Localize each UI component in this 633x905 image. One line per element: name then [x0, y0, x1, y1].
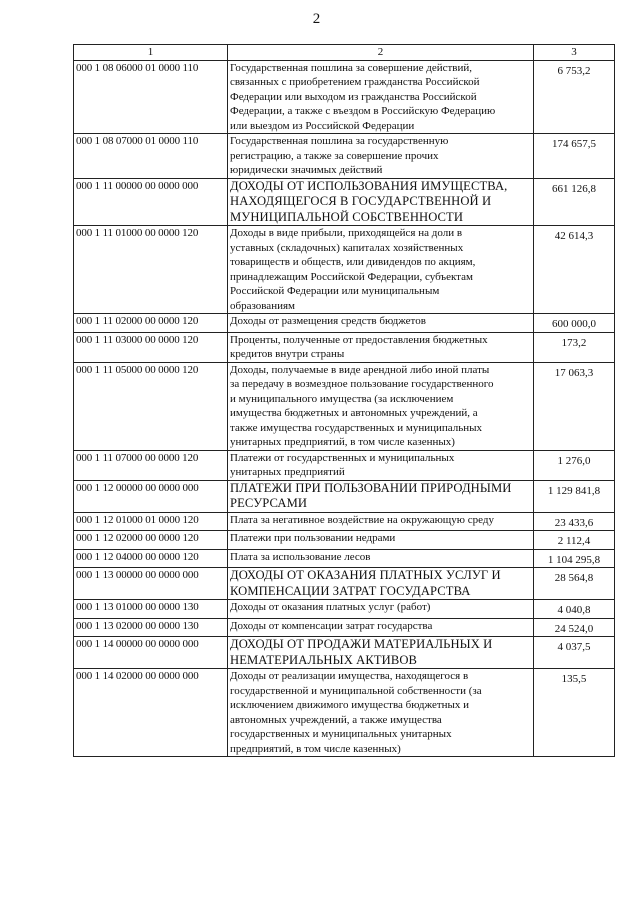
revenue-code: 000 1 12 04000 00 0000 120 [74, 549, 228, 568]
revenue-description [228, 362, 534, 450]
description-line: юридически значимых действий [230, 164, 383, 176]
revenue-description [228, 600, 534, 619]
description-line: принадлежащим Российской Федерации, субъектам [230, 270, 473, 283]
description-line: образованиям [230, 299, 295, 312]
description-line: ДОХОДЫ ОТ ОКАЗАНИЯ ПЛАТНЫХ УСЛУГ И [230, 568, 501, 582]
table-row [74, 669, 615, 757]
description-line: Доходы от оказания платных услуг (работ) [230, 601, 431, 613]
description-line: Государственная пошлина за совершение действий, [230, 61, 473, 74]
table-row [74, 480, 615, 512]
description-line: Платежи от государственных и муниципальных [230, 451, 455, 464]
description-line: за передачу в возмездное пользование государственного [230, 378, 494, 390]
amount-value: 661 126,8 [552, 182, 596, 195]
description-line: уставных (складочных) капиталах хозяйственных [230, 241, 464, 254]
amount-value: 600 000,0 [552, 318, 596, 330]
description-line: или выездом из Российской Федерации [230, 119, 415, 132]
description-line: Доходы в виде прибыли, приходящейся на доли в [230, 227, 463, 239]
revenue-description [228, 332, 534, 362]
description-line: Плата за использование лесов [230, 550, 371, 563]
amount-value: 23 433,6 [554, 516, 594, 529]
description-line: исключением движимого имущества бюджетных и [230, 699, 470, 711]
description-line: Плата за негативное воздействие на окружающую среду [230, 513, 494, 526]
description-line: автономных учреждений, а также имущества [230, 713, 442, 726]
revenue-code: 000 1 11 05000 00 0000 120 [74, 362, 228, 450]
table-row [74, 362, 615, 450]
page-number: 2 [312, 11, 321, 27]
revenue-table [73, 44, 615, 757]
revenue-amount [534, 568, 615, 600]
revenue-description [228, 178, 534, 226]
amount-value: 135,5 [561, 673, 587, 685]
revenue-amount [534, 178, 615, 226]
revenue-amount [534, 618, 615, 637]
table-row [74, 531, 615, 550]
amount-value: 6 753,2 [557, 64, 591, 77]
amount-value: 42 614,3 [554, 230, 594, 242]
description-line: ДОХОДЫ ОТ ПРОДАЖИ МАТЕРИАЛЬНЫХ И [230, 637, 493, 651]
revenue-description [228, 450, 534, 480]
description-line: связанных с приобретением гражданства Российской [230, 76, 480, 88]
revenue-code: 000 1 12 00000 00 0000 000 [74, 480, 228, 512]
description-line: НЕМАТЕРИАЛЬНЫХ АКТИВОВ [230, 652, 418, 667]
description-line: регистрацию, а также за совершение прочих [230, 149, 439, 162]
description-line: также имущества государственных и муниципальных [230, 421, 483, 434]
revenue-description [228, 512, 534, 531]
description-line: государственной и муниципальной собственности (за [230, 684, 482, 697]
amount-value: 4 040,8 [557, 604, 591, 616]
revenue-amount [534, 531, 615, 550]
revenue-description [228, 618, 534, 637]
revenue-amount [534, 226, 615, 314]
description-line: унитарных предприятий, в том числе казенных) [230, 436, 455, 448]
revenue-description [228, 60, 534, 134]
revenue-code: 000 1 13 02000 00 0000 130 [74, 618, 228, 637]
description-line: Проценты, полученные от предоставления бюджетных [230, 333, 488, 346]
revenue-code: 000 1 13 01000 00 0000 130 [74, 600, 228, 619]
description-line: имущества бюджетных и автономных учреждений, а [230, 407, 478, 419]
revenue-code: 000 1 12 02000 00 0000 120 [74, 531, 228, 550]
description-line: унитарных предприятий [230, 466, 345, 478]
revenue-amount [534, 134, 615, 179]
table-row [74, 450, 615, 480]
revenue-amount [534, 637, 615, 669]
revenue-code: 000 1 11 00000 00 0000 000 [74, 178, 228, 226]
table-row [74, 600, 615, 619]
description-line: предприятий, в том числе казенных) [230, 742, 401, 755]
description-line: Федерации, а также с въездом в Российскую Федерацию [230, 105, 496, 117]
revenue-description [228, 568, 534, 600]
revenue-description [228, 134, 534, 179]
revenue-amount [534, 60, 615, 134]
amount-value: 28 564,8 [554, 572, 594, 584]
description-line: Российской Федерации или муниципальным [230, 285, 440, 297]
amount-value: 174 657,5 [552, 138, 596, 150]
description-line: ПЛАТЕЖИ ПРИ ПОЛЬЗОВАНИИ ПРИРОДНЫМИ [230, 480, 512, 495]
description-line: Доходы от реализации имущества, находящегося в [230, 670, 469, 682]
table-row [74, 134, 615, 179]
description-line: и муниципального имущества (за исключением [230, 392, 454, 405]
description-line: ДОХОДЫ ОТ ИСПОЛЬЗОВАНИЯ ИМУЩЕСТВА, [230, 178, 508, 193]
table-row [74, 637, 615, 669]
description-line: КОМПЕНСАЦИИ ЗАТРАТ ГОСУДАРСТВА [230, 583, 471, 598]
revenue-code: 000 1 11 03000 00 0000 120 [74, 332, 228, 362]
table-row [74, 568, 615, 600]
table-row [74, 332, 615, 362]
description-line: Доходы от размещения средств бюджетов [230, 315, 426, 327]
revenue-description [228, 314, 534, 333]
description-line: государственных и муниципальных унитарных [230, 728, 452, 740]
revenue-code: 000 1 11 07000 00 0000 120 [74, 450, 228, 480]
amount-value: 24 524,0 [554, 622, 594, 635]
table-row [74, 226, 615, 314]
revenue-amount [534, 332, 615, 362]
revenue-code: 000 1 14 02000 00 0000 000 [74, 669, 228, 757]
revenue-amount [534, 314, 615, 333]
revenue-description [228, 531, 534, 550]
revenue-description [228, 669, 534, 757]
table-row [74, 512, 615, 531]
revenue-description [228, 549, 534, 568]
revenue-amount [534, 450, 615, 480]
revenue-code: 000 1 14 00000 00 0000 000 [74, 637, 228, 669]
revenue-code: 000 1 12 01000 01 0000 120 [74, 512, 228, 531]
revenue-description [228, 480, 534, 512]
revenue-description [228, 637, 534, 669]
revenue-amount [534, 362, 615, 450]
column-header-row [74, 45, 615, 61]
revenue-amount [534, 512, 615, 531]
column-header-amount: 3 [534, 45, 615, 61]
description-line: Государственная пошлина за государственную [230, 135, 449, 147]
table-row [74, 314, 615, 333]
amount-value: 2 112,4 [557, 535, 591, 547]
description-line: кредитов внутри страны [230, 348, 345, 360]
amount-value: 1 276,0 [557, 454, 591, 467]
amount-value: 1 104 295,8 [547, 553, 601, 566]
revenue-description [228, 226, 534, 314]
description-line: МУНИЦИПАЛЬНОЙ СОБСТВЕННОСТИ [230, 209, 464, 224]
column-header-description: 2 [228, 45, 534, 61]
revenue-code: 000 1 11 02000 00 0000 120 [74, 314, 228, 333]
table-row [74, 178, 615, 226]
revenue-code: 000 1 11 01000 00 0000 120 [74, 226, 228, 314]
table-row [74, 60, 615, 134]
description-line: Платежи при пользовании недрами [230, 532, 396, 544]
description-line: Доходы, получаемые в виде арендной либо иной платы [230, 363, 490, 376]
amount-value: 1 129 841,8 [547, 484, 601, 497]
revenue-amount [534, 480, 615, 512]
amount-value: 173,2 [561, 336, 587, 349]
description-line: Доходы от компенсации затрат государства [230, 619, 433, 632]
table-row [74, 618, 615, 637]
revenue-amount [534, 669, 615, 757]
column-header-code: 1 [74, 45, 228, 61]
revenue-code: 000 1 08 07000 01 0000 110 [74, 134, 228, 179]
description-line: Федерации или выходом из гражданства Российской [230, 90, 477, 103]
amount-value: 17 063,3 [554, 366, 594, 379]
description-line: товариществ и обществ, или дивидендов по акциям, [230, 256, 476, 268]
revenue-amount [534, 549, 615, 568]
table-row [74, 549, 615, 568]
revenue-amount [534, 600, 615, 619]
description-line: РЕСУРСАМИ [230, 496, 308, 510]
revenue-code: 000 1 08 06000 01 0000 110 [74, 60, 228, 134]
description-line: НАХОДЯЩЕГОСЯ В ГОСУДАРСТВЕННОЙ И [230, 194, 492, 208]
revenue-code: 000 1 13 00000 00 0000 000 [74, 568, 228, 600]
amount-value: 4 037,5 [557, 641, 591, 653]
